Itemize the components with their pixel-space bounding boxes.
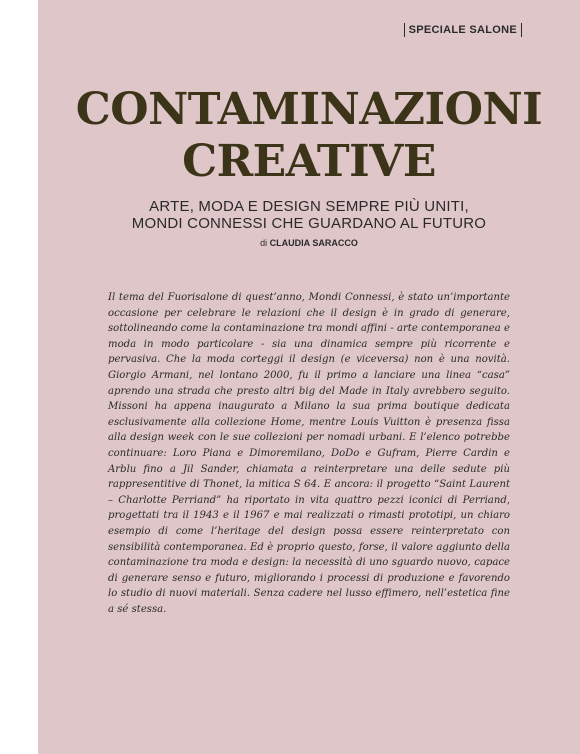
article-title-line-1: CONTAMINAZIONI — [75, 84, 543, 135]
article-title — [38, 84, 580, 188]
section-tag-label: SPECIALE SALONE — [408, 24, 517, 36]
article-subtitle-line-2: MONDI CONNESSI CHE GUARDANO AL FUTURO — [131, 215, 487, 232]
byline-prefix: di — [260, 238, 268, 248]
section-tag-right-rule — [521, 23, 522, 37]
article-subtitle-line-1: ARTE, MODA E DESIGN SEMPRE PIÙ UNITI, — [149, 198, 469, 215]
article-body: Il tema del Fuorisalone di quest’anno, Mondi Connessi, è stato un’importante occasione per celebrare le relazioni che il design è in grado di generare, sottolineando come la contaminazione tra mondi affini - arte contemporanea e moda in modo particolare - sia una dinamica sempre più ricorrente e pervasiva. Che la moda corteggi il design (e viceversa) non è una novità. Giorgio Armani, nel lontano 2000, fu il primo a lanciare una linea “casa” aprendo una strada che presto altri big del Made in Italy avrebbero seguito. Missoni ha appena inaugurato a Milano la sua prima boutique dedicata esclusivamente alla collezione Home, mentre Louis Vuitton è presenza fissa alla design week con le sue collezioni per nomadi urbani. E l’elenco potrebbe continuare: Loro Piana e Dimoremilano, DoDo e Gufram, Pierre Cardin e Arblu fino a Jil Sander, chiamata a reinterpretare una delle sedute più rappresentitive di Thonet, la mitica S 64. E ancora: il progetto “Saint Laurent – Charlotte Perriand” ha riportato in vita quattro pezzi iconici di Perriand, progettati tra il 1943 e il 1967 e mai realizzati o rimasti prototipi, un chiaro esempio di come l’heritage del design possa essere reinterpretato con sensibilità contemporanea. Ed è proprio questo, forse, il valore aggiunto della contaminazione tra moda e design: la necessità di uno sguardo nuovo, capace di generare senso e futuro, migliorando i processi di produzione e favorendo lo studio di nuovi materiali. Senza cadere nel lusso effimero, nell’estetica fine a sé stessa. — [108, 292, 510, 615]
magazine-page — [38, 0, 580, 754]
section-tag — [400, 23, 526, 37]
byline — [38, 238, 580, 248]
article-title-line-2: CREATIVE — [182, 136, 436, 187]
byline-author: CLAUDIA SARACCO — [269, 238, 358, 248]
article-subtitle — [38, 198, 580, 232]
section-tag-left-rule — [404, 23, 405, 37]
